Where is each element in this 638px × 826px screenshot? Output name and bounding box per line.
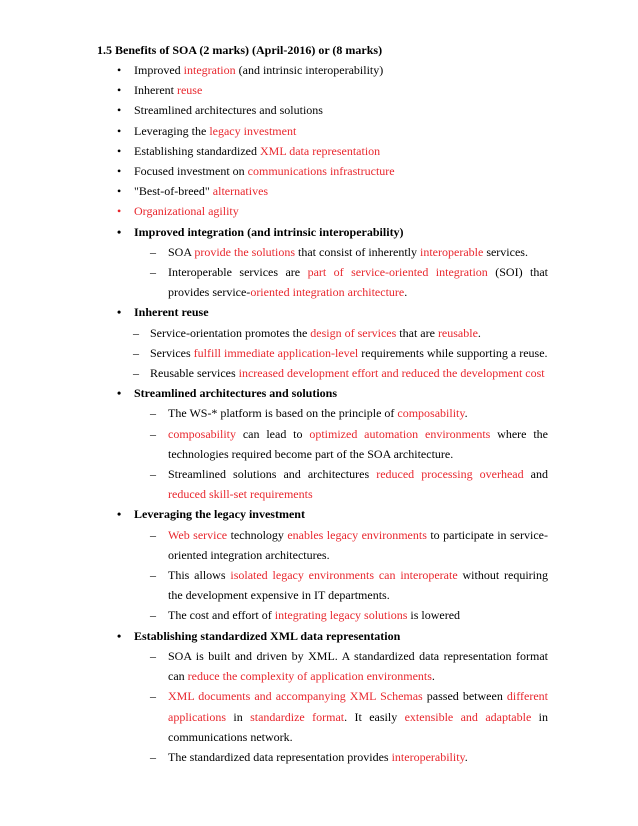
highlighted-text: reduced skill-set requirements bbox=[168, 487, 313, 502]
sub-bullet-item bbox=[0, 686, 548, 747]
bullet-item bbox=[0, 504, 554, 524]
body-text: SOA is built and driven by XML. A standardized data representation format can bbox=[168, 648, 548, 684]
body-text: in communications network. bbox=[168, 709, 549, 744]
bullet-item bbox=[0, 302, 554, 322]
body-text: . bbox=[477, 325, 481, 340]
body-text: Streamlined architectures and solutions bbox=[134, 386, 338, 401]
bullet-marker: • bbox=[117, 83, 122, 98]
highlighted-text: optimized automation environments bbox=[309, 426, 491, 441]
body-text: can lead to bbox=[236, 426, 310, 441]
body-text: . bbox=[464, 749, 468, 764]
bullet-marker: • bbox=[117, 386, 122, 401]
highlighted-text: alternatives bbox=[212, 184, 269, 199]
bullet-item bbox=[0, 181, 554, 201]
benefits-list bbox=[0, 60, 638, 767]
bullet-item bbox=[0, 121, 554, 141]
dash-marker: – bbox=[150, 689, 156, 704]
body-text: services. bbox=[483, 244, 528, 259]
highlighted-text: integration bbox=[183, 63, 236, 77]
body-text: "Best-of-breed" bbox=[134, 184, 213, 199]
body-text: This allows bbox=[168, 568, 231, 583]
body-text: is lowered bbox=[407, 608, 461, 623]
body-text: Leveraging the legacy investment bbox=[134, 507, 305, 522]
body-text: The WS-* platform is based on the principle of bbox=[168, 406, 398, 421]
body-text: . bbox=[431, 669, 435, 684]
highlighted-text: enables legacy environments bbox=[287, 527, 427, 542]
bullet-item bbox=[0, 100, 554, 120]
body-text: that consist of inherently bbox=[295, 244, 420, 259]
body-text: where the technologies required become part of the SOA architecture. bbox=[168, 426, 548, 461]
body-text: that are bbox=[396, 325, 438, 340]
highlighted-text: communications infrastructure bbox=[247, 164, 395, 179]
body-text: The cost and effort of bbox=[168, 608, 275, 623]
highlighted-text: legacy investment bbox=[209, 123, 297, 138]
highlighted-text: reduce the complexity of application environments bbox=[187, 669, 432, 684]
bullet-item bbox=[0, 222, 554, 242]
dash-marker: – bbox=[150, 749, 156, 764]
dash-marker: – bbox=[150, 467, 156, 482]
highlighted-text: interoperable bbox=[420, 244, 484, 259]
sub-bullet-item bbox=[0, 343, 548, 363]
bullet-marker: • bbox=[117, 143, 122, 158]
bullet-marker: • bbox=[117, 184, 122, 199]
bullet-marker: • bbox=[117, 628, 122, 643]
bullet-item bbox=[0, 141, 554, 161]
body-text: technology bbox=[227, 527, 288, 542]
bullet-marker: • bbox=[117, 305, 122, 320]
body-text: without requiring the development expensive in IT departments. bbox=[168, 568, 548, 603]
body-text: Reusable services bbox=[150, 366, 239, 381]
dash-marker: – bbox=[150, 265, 156, 280]
highlighted-text: isolated legacy environments can interoperate bbox=[230, 568, 458, 583]
body-text: (SOI) that provides service- bbox=[168, 265, 548, 300]
dash-marker: – bbox=[150, 527, 156, 542]
highlighted-text: part of service-oriented integration bbox=[307, 265, 488, 280]
bullet-item bbox=[0, 201, 554, 221]
highlighted-text: XML documents and accompanying XML Schemas bbox=[168, 689, 423, 704]
highlighted-text: provide the solutions bbox=[194, 244, 296, 259]
body-text: Interoperable services are bbox=[168, 265, 308, 280]
highlighted-text: reuse bbox=[176, 83, 203, 98]
highlighted-text: Web service bbox=[168, 527, 228, 542]
bullet-marker: • bbox=[117, 507, 122, 522]
body-text: Service-orientation promotes the bbox=[150, 325, 311, 340]
highlighted-text: oriented integration architecture bbox=[250, 285, 405, 300]
body-text: Streamlined solutions and architectures bbox=[168, 467, 377, 482]
sub-bullet-item bbox=[0, 605, 548, 625]
highlighted-text: standardize format bbox=[250, 709, 345, 724]
sub-bullet-item bbox=[0, 242, 548, 262]
body-text: . bbox=[464, 406, 468, 421]
dash-marker: – bbox=[150, 608, 156, 623]
highlighted-text: different applications bbox=[168, 689, 548, 724]
body-text: Streamlined architectures and solutions bbox=[134, 103, 323, 118]
bullet-marker: • bbox=[117, 103, 122, 118]
bullet-item bbox=[0, 383, 554, 403]
highlighted-text: reusable bbox=[437, 325, 478, 340]
body-text: Establishing standardized bbox=[134, 143, 260, 158]
sub-bullet-item bbox=[0, 464, 548, 504]
highlighted-text: composability bbox=[397, 406, 465, 421]
bullet-item bbox=[0, 80, 554, 100]
bullet-item bbox=[0, 60, 554, 80]
body-text: passed between bbox=[422, 689, 507, 704]
sub-bullet-item bbox=[0, 403, 548, 423]
highlighted-text: increased development effort and reduced the development cost bbox=[238, 366, 545, 381]
dash-marker: – bbox=[133, 325, 139, 340]
dash-marker: – bbox=[150, 244, 156, 259]
sub-bullet-item bbox=[0, 565, 548, 605]
dash-marker: – bbox=[150, 648, 156, 663]
body-text: Improved integration (and intrinsic interoperability) bbox=[134, 224, 404, 239]
highlighted-text: extensible and adaptable bbox=[404, 709, 532, 724]
highlighted-text: interoperability bbox=[391, 749, 465, 764]
dash-marker: – bbox=[150, 568, 156, 583]
body-text: (and intrinsic interoperability) bbox=[235, 63, 384, 77]
body-text: Focused investment on bbox=[134, 164, 248, 179]
highlighted-text: integrating legacy solutions bbox=[274, 608, 408, 623]
sub-bullet-item bbox=[0, 646, 548, 686]
dash-marker: – bbox=[150, 406, 156, 421]
highlighted-text: fulfill immediate application-level bbox=[193, 345, 359, 360]
body-text: and bbox=[523, 467, 548, 482]
dash-marker: – bbox=[133, 345, 139, 360]
bullet-marker: • bbox=[117, 224, 122, 239]
body-text: Inherent reuse bbox=[134, 305, 209, 320]
body-text: The standardized data representation provides bbox=[168, 749, 392, 764]
bullet-marker: • bbox=[117, 164, 122, 179]
body-text: . bbox=[404, 285, 408, 300]
sub-bullet-item bbox=[0, 424, 548, 464]
sub-bullet-item bbox=[0, 323, 548, 343]
body-text: Establishing standardized XML data representation bbox=[134, 628, 401, 643]
section-heading: 1.5 Benefits of SOA (2 marks) (April-2016) or (8 marks) bbox=[97, 43, 383, 57]
bullet-item bbox=[0, 626, 554, 646]
highlighted-text: composability bbox=[168, 426, 236, 441]
body-text: Leveraging the bbox=[134, 123, 210, 138]
bullet-marker: • bbox=[117, 123, 122, 138]
bullet-item bbox=[0, 161, 554, 181]
highlighted-text: reduced processing overhead bbox=[376, 467, 524, 482]
sub-bullet-item bbox=[0, 747, 548, 767]
body-text: requirements while supporting a reuse. bbox=[358, 345, 548, 360]
body-text: to participate in service-oriented integration architectures. bbox=[168, 527, 548, 562]
body-text: Services bbox=[150, 345, 194, 360]
sub-bullet-item bbox=[0, 363, 548, 383]
body-text: in bbox=[225, 709, 251, 724]
bullet-marker: • bbox=[117, 63, 122, 77]
body-text: . It easily bbox=[344, 709, 405, 724]
body-text: SOA bbox=[168, 244, 195, 259]
sub-bullet-item bbox=[0, 525, 548, 565]
dash-marker: – bbox=[150, 426, 156, 441]
highlighted-text: XML data representation bbox=[259, 143, 381, 158]
highlighted-text: Organizational agility bbox=[134, 204, 239, 219]
highlighted-text: design of services bbox=[310, 325, 397, 340]
body-text: Improved bbox=[134, 63, 184, 77]
sub-bullet-item bbox=[0, 262, 548, 302]
bullet-marker: • bbox=[117, 204, 122, 219]
body-text: Inherent bbox=[134, 83, 177, 98]
dash-marker: – bbox=[133, 366, 139, 381]
